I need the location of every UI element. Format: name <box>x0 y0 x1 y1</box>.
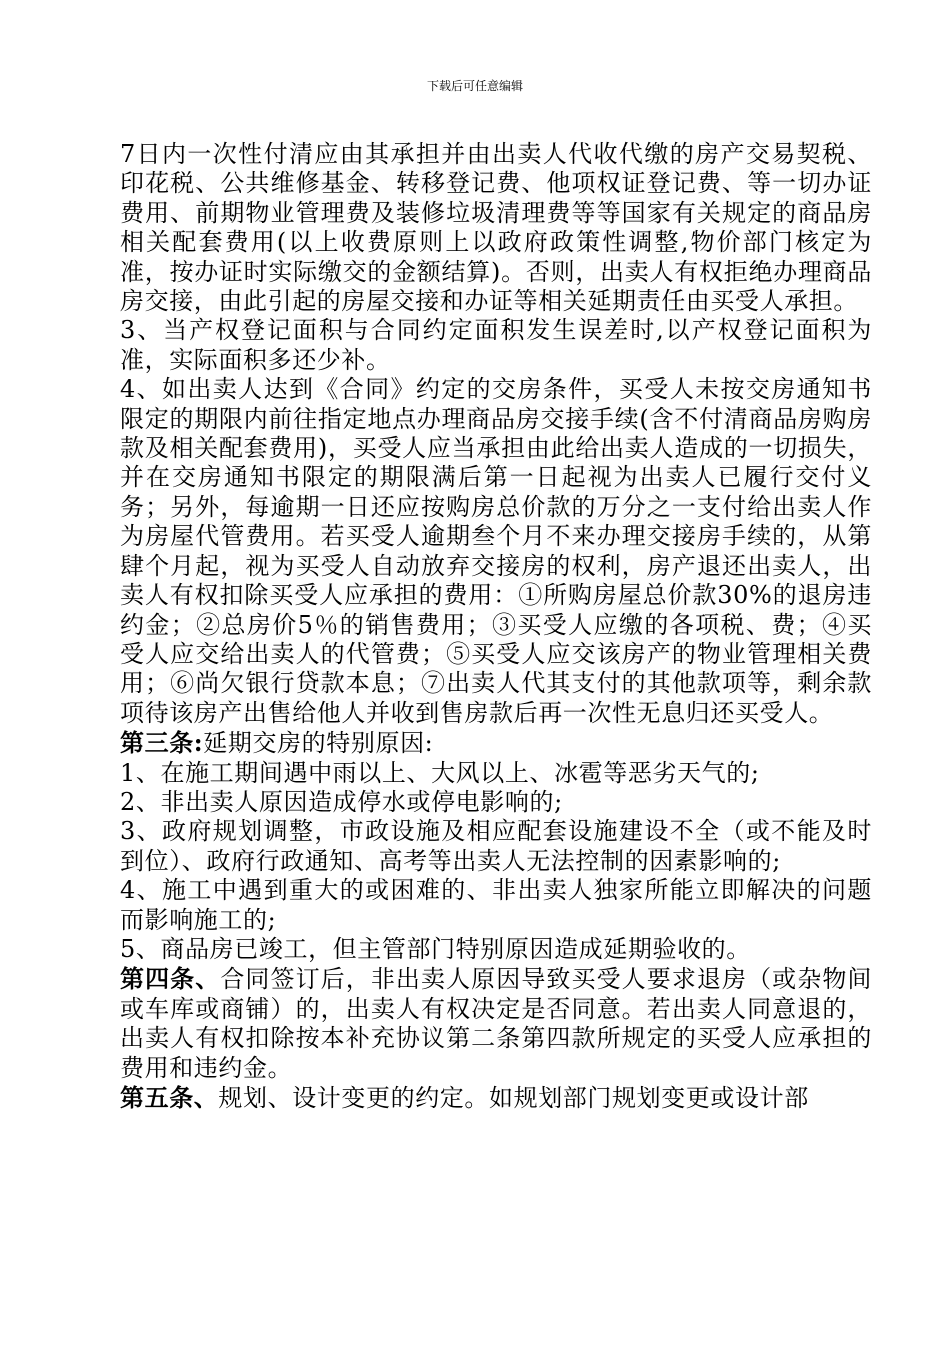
paragraph-text: 5、商品房已竣工，但主管部门特别原因造成延期验收的。 <box>120 934 751 963</box>
paragraph-area-error <box>120 316 872 375</box>
paragraph-text: 3、当产权登记面积与合同约定面积发生误差时,以产权登记面积为准，实际面积多还少补。 <box>120 316 872 374</box>
list-item <box>120 876 872 935</box>
list-item <box>120 935 872 964</box>
list-item <box>120 817 872 876</box>
paragraph-text: 2、非出卖人原因造成停水或停电影响的; <box>120 787 563 816</box>
paragraph-text: 规划、设计变更的约定。如规划部门规划变更或设计部 <box>218 1084 809 1112</box>
page-header: 下载后可任意编辑 <box>426 79 523 93</box>
article-label: 第四条、 <box>120 964 221 994</box>
list-item <box>120 759 872 788</box>
document-body <box>120 140 872 1113</box>
paragraph-text: 延期交房的特别原因: <box>203 729 434 758</box>
paragraph-text: 3、政府规划调整，市政设施及相应配套设施建设不全（或不能及时到位）、政府行政通知、高考等出卖人无法控制的因素影响的; <box>120 817 872 875</box>
paragraph-text: 7日内一次性付清应由其承担并由出卖人代收代缴的房产交易契税、印花税、公共维修基金、转移登记费、他项权证登记费、等一切办证费用、前期物业管理费及装修垃圾清理费等等国家有关规定的商品房相关配套费用(以上收费原则上以政府政策性调整,物价部门核定为准，按办证时实际缴交的金额结算)。否则，出卖人有权拒绝办理商品房交接，由此引起的房屋交接和办证等相关延期责任由买受人承担。 <box>120 140 872 316</box>
paragraph-text: 1、在施工期间遇中雨以上、大风以上、冰雹等恶劣天气的; <box>120 758 760 787</box>
paragraph-fee-payment <box>120 140 872 316</box>
article-five <box>120 1083 872 1113</box>
paragraph-text: 4、如出卖人达到《合同》约定的交房条件，买受人未按交房通知书限定的期限内前往指定地点办理商品房交接手续(含不付清商品房购房款及相关配套费用)，买受人应当承担由此给出卖人造成的一切损失，并在交房通知书限定的期限满后第一日起视为出卖人已履行交付义务；另外，每逾期一日还应按购房总价款的万分之一支付给出卖人作为房屋代管费用。若买受人逾期叁个月不来办理交接房手续的，从第肆个月起，视为买受人自动放弃交接房的权利，房产退还出卖人，出卖人有权扣除买受人应承担的费用：①所购房屋总价款30%的退房违约金；②总房价5％的销售费用；③买受人应缴的各项税、费；④买受人应交给出卖人的代管费；⑤买受人应交该房产的物业管理相关费用；⑥尚欠银行贷款本息；⑦出卖人代其支付的其他款项等，剩余款项待该房产出售给他人并收到售房款后再一次性无息归还买受人。 <box>120 375 872 727</box>
paragraph-handover-failure <box>120 375 872 728</box>
list-item <box>120 788 872 817</box>
paragraph-text: 4、施工中遇到重大的或困难的、非出卖人独家所能立即解决的问题而影响施工的; <box>120 876 872 934</box>
article-label: 第三条: <box>120 728 204 758</box>
article-four <box>120 964 872 1083</box>
article-three-heading <box>120 728 872 758</box>
article-label: 第五条、 <box>120 1083 219 1112</box>
paragraph-text: 合同签订后，非出卖人原因导致买受人要求退房（或杂物间或车库或商铺）的，出卖人有权决定是否同意。若出卖人同意退的，出卖人有权扣除按本补充协议第二条第四款所规定的买受人应承担的费用和违约金。 <box>120 965 872 1082</box>
